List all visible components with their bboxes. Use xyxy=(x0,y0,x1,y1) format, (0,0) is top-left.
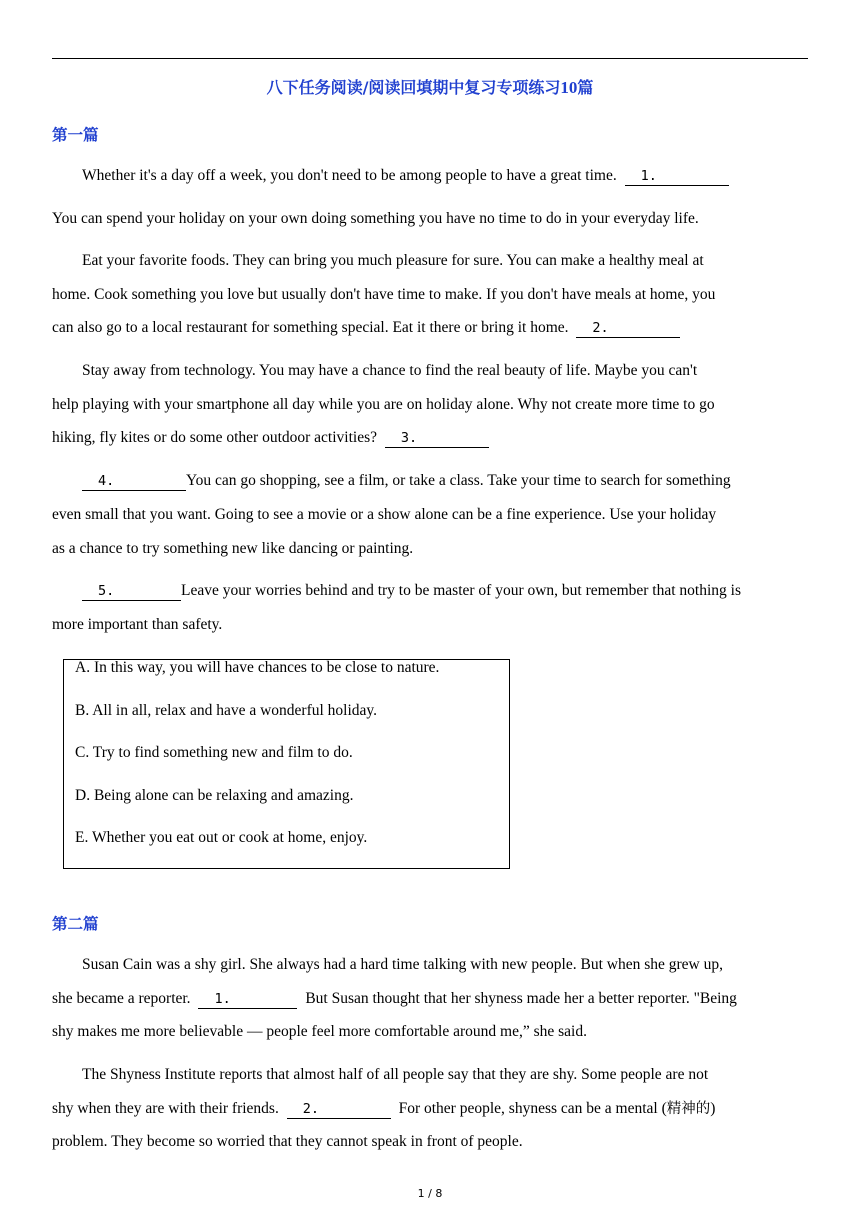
s1-blank-5[interactable]: 5. xyxy=(82,582,181,601)
s2-para2-line1: The Shyness Institute reports that almost half of all people say that they are shy. Some people are not xyxy=(82,1066,709,1083)
s2-blank-2[interactable]: 2. xyxy=(287,1100,391,1119)
s1-para4-line1 xyxy=(82,471,731,491)
s1-para2-text: can also go to a local restaurant for something special. Eat it there or bring it home. xyxy=(52,319,569,336)
s1-para3-text: hiking, fly kites or do some other outdoor activities? xyxy=(52,429,378,446)
s1-para1-line1 xyxy=(82,166,729,186)
s2-para1-line1: Susan Cain was a shy girl. She always had a hard time talking with new people. But when she grew up, xyxy=(82,956,723,973)
s1-blank-1[interactable]: 1. xyxy=(625,167,729,186)
section-1-heading: 第一篇 xyxy=(52,126,99,144)
s1-para5-text: Leave your worries behind and try to be master of your own, but remember that nothing is xyxy=(181,582,742,599)
s1-blank-2[interactable]: 2. xyxy=(576,319,680,338)
s2-para2-text-c: ) xyxy=(710,1100,716,1117)
s2-para2-line2 xyxy=(52,1099,715,1119)
header-rule xyxy=(52,58,808,59)
s2-para1-line3: shy makes me more believable — people feel more comfortable around me,” she said. xyxy=(52,1023,587,1040)
s2-para1-text-a: she became a reporter. xyxy=(52,990,191,1007)
s2-para2-text-a: shy when they are with their friends. xyxy=(52,1100,279,1117)
s1-para3-line2: help playing with your smartphone all day while you are on holiday alone. Why not create more time to go xyxy=(52,396,715,413)
s1-para3-line3 xyxy=(52,428,489,448)
s1-blank-3[interactable]: 3. xyxy=(385,429,489,448)
s1-para1-text: Whether it's a day off a week, you don't need to be among people to have a great time. xyxy=(82,167,617,184)
section-2-heading: 第二篇 xyxy=(52,915,99,933)
s1-para5-line1 xyxy=(82,581,741,601)
s2-para2-text-b: For other people, shyness can be a mental ( xyxy=(398,1100,667,1117)
title-suffix: 篇 xyxy=(577,78,594,97)
s1-blank-4[interactable]: 4. xyxy=(82,472,186,491)
option-c: C. Try to find something new and film to do. xyxy=(75,744,353,761)
option-a: A. In this way, you will have chances to be close to nature. xyxy=(75,659,440,676)
s2-para2-chinese-gloss: 精神的 xyxy=(666,1101,711,1117)
page-title xyxy=(0,75,860,98)
s1-para2-line3 xyxy=(52,318,680,338)
s1-para4-line2: even small that you want. Going to see a movie or a show alone can be a fine experience. Use your holiday xyxy=(52,506,717,523)
s1-para3-line1: Stay away from technology. You may have a chance to find the real beauty of life. Maybe you can't xyxy=(82,362,698,379)
s2-para1-line2 xyxy=(52,989,737,1009)
page-number: 1 / 8 xyxy=(417,1187,443,1200)
title-text: 八下任务阅读/阅读回填期中复习专项练习 xyxy=(266,78,561,97)
title-number: 10 xyxy=(560,78,578,97)
s1-para5-line2: more important than safety. xyxy=(52,616,223,633)
option-b: B. All in all, relax and have a wonderful holiday. xyxy=(75,702,378,719)
s2-para1-text-b: But Susan thought that her shyness made her a better reporter. "Being xyxy=(305,990,737,1007)
s2-blank-1[interactable]: 1. xyxy=(198,990,297,1009)
s1-para2-line1: Eat your favorite foods. They can bring you much pleasure for sure. You can make a healthy meal at xyxy=(82,252,704,269)
option-d: D. Being alone can be relaxing and amazing. xyxy=(75,787,354,804)
s1-para2-line2: home. Cook something you love but usually don't have time to make. If you don't have meals at home, you xyxy=(52,286,716,303)
s2-para2-line3: problem. They become so worried that they cannot speak in front of people. xyxy=(52,1133,523,1150)
s1-para4-line3: as a chance to try something new like dancing or painting. xyxy=(52,540,414,557)
s1-para4-text: You can go shopping, see a film, or take a class. Take your time to search for something xyxy=(186,472,731,489)
option-e: E. Whether you eat out or cook at home, enjoy. xyxy=(75,829,368,846)
options-box xyxy=(63,659,510,869)
s1-para1-line2: You can spend your holiday on your own doing something you have no time to do in your everyday life. xyxy=(52,210,699,227)
